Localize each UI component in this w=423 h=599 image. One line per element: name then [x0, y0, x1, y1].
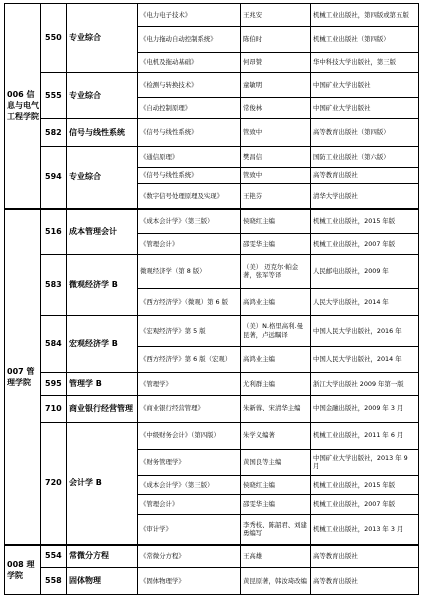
- publisher-cell: 机械工业出版社，2015 年版: [311, 475, 419, 495]
- book-title-cell: 《通信原理》: [138, 147, 241, 168]
- table-row: [5, 119, 419, 147]
- author-cell: 侯晓红主编: [241, 475, 311, 495]
- subject-name-cell: 常微分方程: [67, 545, 138, 568]
- book-title-cell: 《管理会计》: [138, 495, 241, 515]
- publisher-cell: 机械工业出版社，2011 年 6 月: [311, 422, 419, 449]
- publisher-cell: 机械工业出版社，2007 年版: [311, 495, 419, 515]
- book-title-cell: 《电机及拖动基础》: [138, 52, 241, 73]
- table-row: [5, 372, 419, 395]
- subject-name-cell: 会计学 B: [67, 422, 138, 544]
- publisher-cell: 人民邮电出版社，2009 年: [311, 254, 419, 288]
- publisher-cell: 浙江大学出版社 2009 年第一版: [311, 372, 419, 395]
- subject-name-cell: 宏观经济学 B: [67, 315, 138, 372]
- publisher-cell: 机械工业出版社，2007 年版: [311, 234, 419, 255]
- book-title-cell: 《自动控制原理》: [138, 98, 241, 119]
- author-cell: 高鸿业主编: [241, 289, 311, 316]
- author-cell: 樊昌信: [241, 147, 311, 168]
- table-row: [5, 73, 419, 98]
- publisher-cell: 华中科技大学出版社，第三版: [311, 52, 419, 73]
- publisher-cell: 机械工业出版社，2013 年 3 月: [311, 514, 419, 544]
- book-title-cell: 《商业银行经营管理》: [138, 395, 241, 422]
- author-cell: 何昂赞: [241, 52, 311, 73]
- subject-code-cell: 558: [41, 567, 67, 594]
- book-title-cell: 《审计学》: [138, 514, 241, 544]
- book-title-cell: 《中级财务会计》（第四版）: [138, 422, 241, 449]
- publisher-cell: 国防工业出版社（第六版）: [311, 147, 419, 168]
- subject-name-cell: 固体物理: [67, 567, 138, 594]
- author-cell: （美）N.格里高利.曼昆著，卢远瞩译: [241, 315, 311, 346]
- book-title-cell: 《电力电子技术》: [138, 4, 241, 27]
- department-cell: 006 信息与电气工程学院: [5, 4, 41, 209]
- publisher-cell: 机械工业出版社（第四版）: [311, 26, 419, 52]
- book-title-cell: 微观经济学（第 8 版）: [138, 254, 241, 288]
- subject-code-cell: 720: [41, 422, 67, 544]
- department-cell: 007 管理学院: [5, 209, 41, 545]
- book-title-cell: 《电力拖动自动控制系统》: [138, 26, 241, 52]
- table-row: [5, 422, 419, 449]
- subject-code-cell: 550: [41, 4, 67, 73]
- table-row: [5, 147, 419, 168]
- subject-name-cell: 信号与线性系统: [67, 119, 138, 147]
- publisher-cell: 高等教育出版社: [311, 567, 419, 594]
- subject-name-cell: 微观经济学 B: [67, 254, 138, 315]
- subject-code-cell: 555: [41, 73, 67, 119]
- subject-code-cell: 583: [41, 254, 67, 315]
- table-row: [5, 4, 419, 27]
- publisher-cell: 中国金融出版社，2009 年 3 月: [311, 395, 419, 422]
- book-title-cell: 《管理会计》: [138, 234, 241, 255]
- author-cell: 侯晓红主编: [241, 209, 311, 234]
- table-body: [5, 4, 419, 595]
- book-title-cell: 《信号与线性系统》: [138, 119, 241, 147]
- author-cell: 王高雄: [241, 545, 311, 568]
- table-row: [5, 395, 419, 422]
- publisher-cell: 中国矿业大学出版社: [311, 73, 419, 98]
- table-row: [5, 209, 419, 234]
- author-cell: 王艳芬: [241, 184, 311, 209]
- table-row: [5, 567, 419, 594]
- subject-code-cell: 554: [41, 545, 67, 568]
- author-cell: 管致中: [241, 119, 311, 147]
- author-cell: 陈伯时: [241, 26, 311, 52]
- author-cell: （美） 迈克尔·帕金著，张军等译: [241, 254, 311, 288]
- author-cell: 高鸿业主编: [241, 347, 311, 373]
- book-title-cell: 《财务管理学》: [138, 449, 241, 475]
- publisher-cell: 清华大学出版社: [311, 184, 419, 209]
- author-cell: 王兆安: [241, 4, 311, 27]
- table-row: [5, 545, 419, 568]
- publisher-cell: 机械工业出版社，2015 年版: [311, 209, 419, 234]
- author-cell: 管致中: [241, 167, 311, 184]
- publisher-cell: 高等教育出版社: [311, 167, 419, 184]
- subject-code-cell: 582: [41, 119, 67, 147]
- author-cell: 尤利群主编: [241, 372, 311, 395]
- subject-code-cell: 594: [41, 147, 67, 209]
- publisher-cell: 中国矿业大学出版社: [311, 98, 419, 119]
- publisher-cell: 高等教育出版社: [311, 545, 419, 568]
- author-cell: 常俊林: [241, 98, 311, 119]
- subject-code-cell: 595: [41, 372, 67, 395]
- author-cell: 邵雯华主编: [241, 495, 311, 515]
- reference-books-table: [4, 3, 419, 595]
- department-cell: 008 理学院: [5, 545, 41, 595]
- table-row: [5, 315, 419, 346]
- author-cell: 黄国良等主编: [241, 449, 311, 475]
- subject-name-cell: 专业综合: [67, 4, 138, 73]
- book-title-cell: 《西方经济学》第 6 版（宏观）: [138, 347, 241, 373]
- author-cell: 童敏明: [241, 73, 311, 98]
- author-cell: 邵雯华主编: [241, 234, 311, 255]
- publisher-cell: 中国矿业大学出版社，2013 年 9 月: [311, 449, 419, 475]
- subject-code-cell: 710: [41, 395, 67, 422]
- book-title-cell: 《数字信号处理原理及实现》: [138, 184, 241, 209]
- book-title-cell: 《宏观经济学》第 5 版: [138, 315, 241, 346]
- table-row: [5, 254, 419, 288]
- author-cell: 李秀枝、陈韶君、刘建勇编写: [241, 514, 311, 544]
- book-title-cell: 《管理学》: [138, 372, 241, 395]
- author-cell: 黄昆原著，韩汝琦改编: [241, 567, 311, 594]
- subject-name-cell: 成本管理会计: [67, 209, 138, 255]
- author-cell: 朱新蓉、宋清华主编: [241, 395, 311, 422]
- book-title-cell: 《固体物理学》: [138, 567, 241, 594]
- publisher-cell: 中国人民大学出版社，2014 年: [311, 347, 419, 373]
- subject-name-cell: 管理学 B: [67, 372, 138, 395]
- book-title-cell: 《成本会计学》（第三版）: [138, 475, 241, 495]
- publisher-cell: 中国人民大学出版社，2016 年: [311, 315, 419, 346]
- subject-name-cell: 专业综合: [67, 73, 138, 119]
- publisher-cell: 人民大学出版社，2014 年: [311, 289, 419, 316]
- subject-code-cell: 584: [41, 315, 67, 372]
- subject-code-cell: 516: [41, 209, 67, 255]
- book-title-cell: 《常微分方程》: [138, 545, 241, 568]
- book-title-cell: 《西方经济学》（微观）第 6 版: [138, 289, 241, 316]
- publisher-cell: 高等教育出版社（第四版）: [311, 119, 419, 147]
- subject-name-cell: 商业银行经营管理: [67, 395, 138, 422]
- book-title-cell: 《成本会计学》（第三版）: [138, 209, 241, 234]
- subject-name-cell: 专业综合: [67, 147, 138, 209]
- author-cell: 朱学义编著: [241, 422, 311, 449]
- book-title-cell: 《信号与线性系统》: [138, 167, 241, 184]
- publisher-cell: 机械工业出版社，第四版或第五版: [311, 4, 419, 27]
- book-title-cell: 《检测与转换技术》: [138, 73, 241, 98]
